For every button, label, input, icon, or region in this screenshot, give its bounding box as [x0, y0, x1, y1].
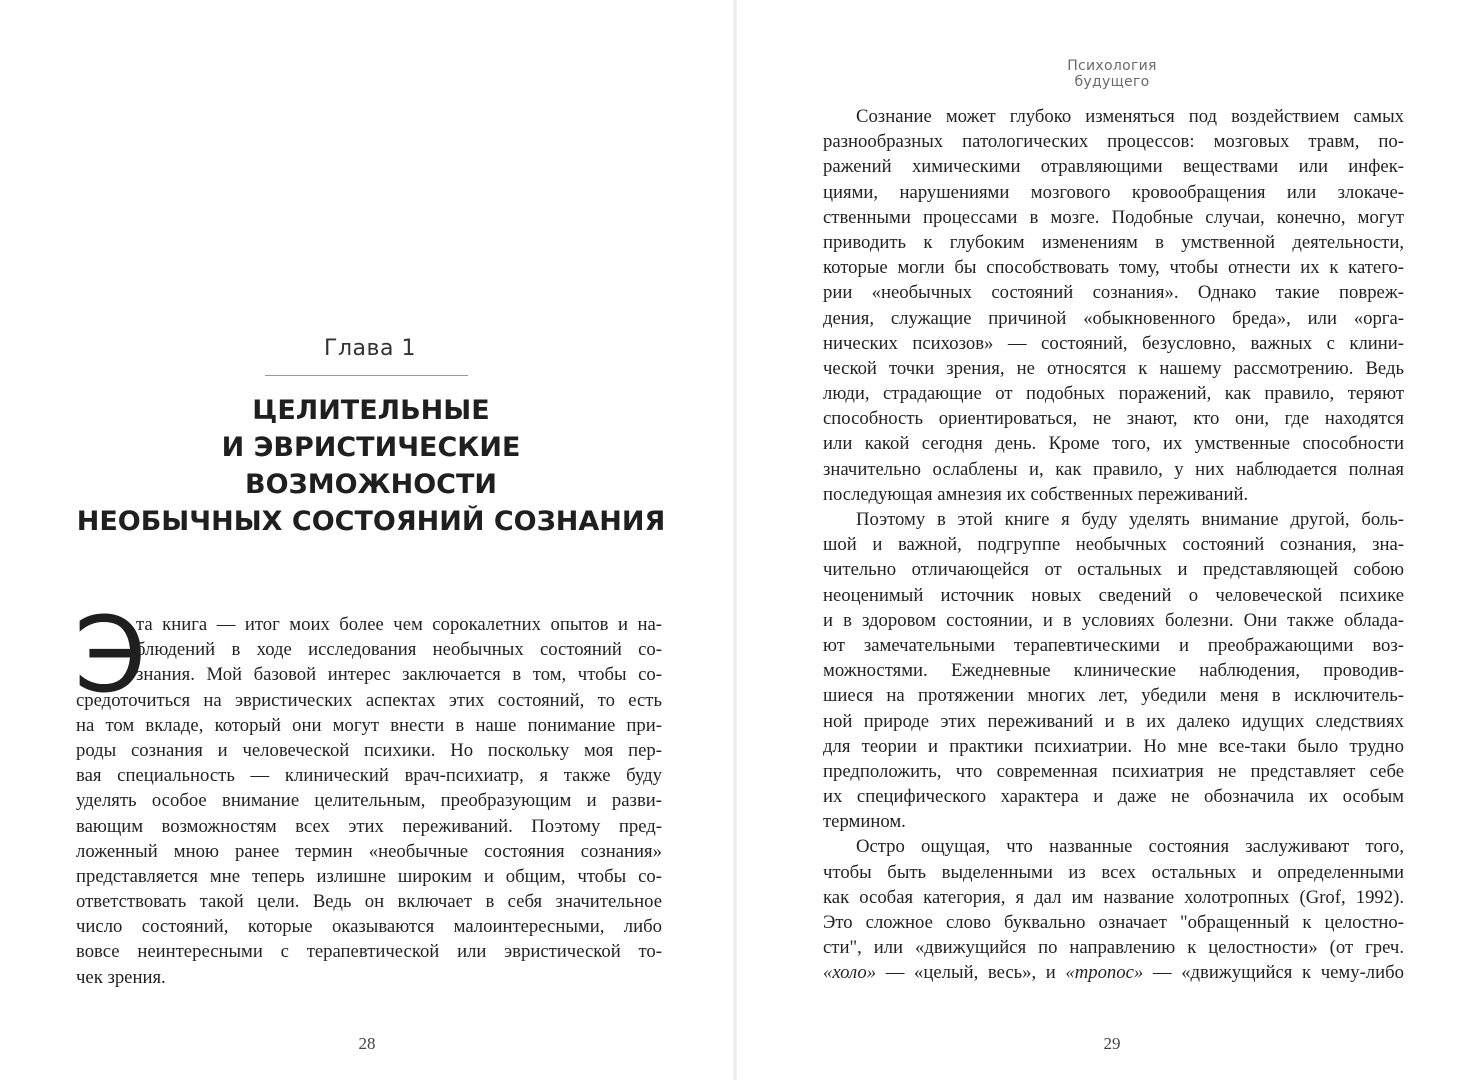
left-body-text: [74, 594, 662, 990]
text-line: блюдений в ходе исследования необычных состояний со-: [136, 639, 662, 661]
text-line: ственными процессами в мозге. Подобные случаи, конечно, могут: [823, 206, 1404, 228]
text-line: ражений химическими отравляющими веществами или инфек-: [823, 156, 1404, 178]
text-line: рии «необычных состояний сознания». Однако такие повреж-: [823, 282, 1404, 304]
italic-term: «холо»: [823, 962, 877, 984]
text-line: и в здоровом состоянии, и в условиях болезни. Они также облада-: [823, 609, 1404, 631]
chapter-title-line: НЕОБЫЧНЫХ СОСТОЯНИЙ СОЗНАНИЯ: [76, 506, 666, 537]
text-line: ложенный мною ранее термин «необычные состояния сознания»: [76, 840, 662, 862]
chapter-title-line: И ЭВРИСТИЧЕСКИЕ: [221, 432, 521, 463]
text-line: уделять особое внимание целительным, преобразующим и разви-: [76, 790, 662, 812]
text-line: термином.: [823, 811, 906, 833]
text-fragment: — «движущийся к чему-либо: [1143, 962, 1404, 984]
chapter-title: [60, 392, 682, 540]
text-line: неоценимый источник новых сведений о человеческой психике: [823, 584, 1404, 606]
text-line: последующая амнезия их собственных переживаний.: [823, 483, 1249, 505]
text-line: которые могли бы способствовать тому, чтобы отнести их к катего-: [823, 257, 1404, 279]
text-line: люди, страдающие от подобных поражений, как правило, теряют: [823, 383, 1404, 405]
text-line: ческой точки зрения, не относятся к нашему рассмотрению. Ведь: [823, 357, 1404, 379]
text-line: нических психозов» — состояний, безусловно, важных с клини-: [823, 332, 1404, 354]
text-fragment: — «целый, весь», и: [876, 962, 1066, 984]
text-line: та книга — итог моих более чем сорокалетних опытов и на-: [136, 614, 662, 635]
text-line: роды сознания и человеческой психики. Но поскольку моя пер-: [76, 739, 662, 761]
text-line: чительно отличающейся от остальных и представляющей собою: [823, 559, 1404, 581]
text-line: дения, служащие причиной «обыкновенного бреда», или «орга-: [823, 307, 1404, 329]
text-line: ответствовать такой цели. Ведь он включает в себя значительное: [76, 891, 662, 913]
page-number-left: 28: [358, 1034, 376, 1053]
text-line: сти", или «движущийся по направлению к целостности» (от греч.: [823, 937, 1404, 959]
text-line: шой и важной, подгруппе необычных состояний сознания, зна-: [823, 534, 1404, 556]
text-line: их специфического характера и даже не обозначила их особым: [823, 786, 1404, 808]
left-page: [0, 0, 733, 1080]
text-line: чек зрения.: [76, 966, 166, 988]
chapter-label: Глава 1: [324, 336, 416, 361]
text-line: способность ориентироваться, не знают, кто они, где находятся: [823, 408, 1404, 430]
text-line: можностями. Ежедневные клинические наблюдения, проводив-: [823, 660, 1404, 682]
text-line: Это сложное слово буквально означает "обращенный к целостно-: [823, 912, 1404, 933]
text-line: предположить, что современная психиатрия не представляет себе: [823, 760, 1404, 782]
italic-term: «тропос»: [1065, 962, 1144, 984]
text-line: на том вкладе, который они могут внести в наше понимание при-: [76, 714, 662, 736]
text-line: разнообразных патологических процессов: мозговых травм, по-: [823, 131, 1404, 153]
text-line: шиеся на протяжении многих лет, убедили меня в исключитель-: [823, 685, 1404, 707]
text-line: циями, нарушениями мозгового кровообращения или злокаче-: [823, 181, 1404, 203]
running-head: Психология будущего: [1067, 58, 1157, 90]
text-line: приводить к глубоким изменениям в умственной деятельности,: [823, 231, 1404, 253]
text-line: как особая категория, я дал им название холотропных (Grof, 1992).: [823, 886, 1404, 908]
page-number-right: 29: [1103, 1034, 1121, 1053]
text-line: ют замечательными терапевтическими и преображающими воз-: [823, 634, 1404, 656]
right-body-text: [823, 104, 1404, 986]
text-line: вая специальность — клинический врач-психиатр, я также буду: [76, 765, 662, 787]
chapter-rule: [265, 375, 468, 376]
text-line: число состояний, которые оказываются малоинтересными, либо: [76, 916, 662, 938]
text-line-mixed: [823, 960, 1404, 985]
drop-cap: Э: [74, 594, 147, 716]
text-line: вовсе неинтересными с терапевтической или эвристической то-: [76, 941, 662, 963]
chapter-title-line: ЦЕЛИТЕЛЬНЫЕ: [252, 395, 490, 426]
text-line: или какой сегодня день. Кроме того, их умственные способности: [823, 433, 1404, 455]
text-line: Сознание может глубоко изменяться под воздействием самых: [856, 106, 1404, 127]
text-line: ной природе этих переживаний и в их далеко идущих следствиях: [823, 710, 1404, 732]
right-page: [737, 0, 1470, 1080]
chapter-title-line: ВОЗМОЖНОСТИ: [245, 469, 497, 500]
text-line: чтобы быть выделенными из всех остальных и определенными: [823, 861, 1404, 883]
text-line: знания. Мой базовой интерес заключается в том, чтобы со-: [136, 664, 662, 686]
text-line: вающим возможностям всех этих переживаний. Поэтому пред-: [76, 815, 662, 837]
text-line: значительно ослаблены и, как правило, у них наблюдается полная: [823, 458, 1404, 480]
text-line: Остро ощущая, что названные состояния заслуживают того,: [856, 836, 1404, 858]
text-line: представляется мне теперь излишне широким и общим, чтобы со-: [76, 865, 662, 887]
text-line: средоточиться на эвристических аспектах этих состояний, то есть: [76, 689, 662, 711]
text-line: для теории и практики психиатрии. Но мне все-таки было трудно: [823, 735, 1404, 757]
text-line: Поэтому в этой книге я буду уделять внимание другой, боль-: [856, 509, 1404, 530]
